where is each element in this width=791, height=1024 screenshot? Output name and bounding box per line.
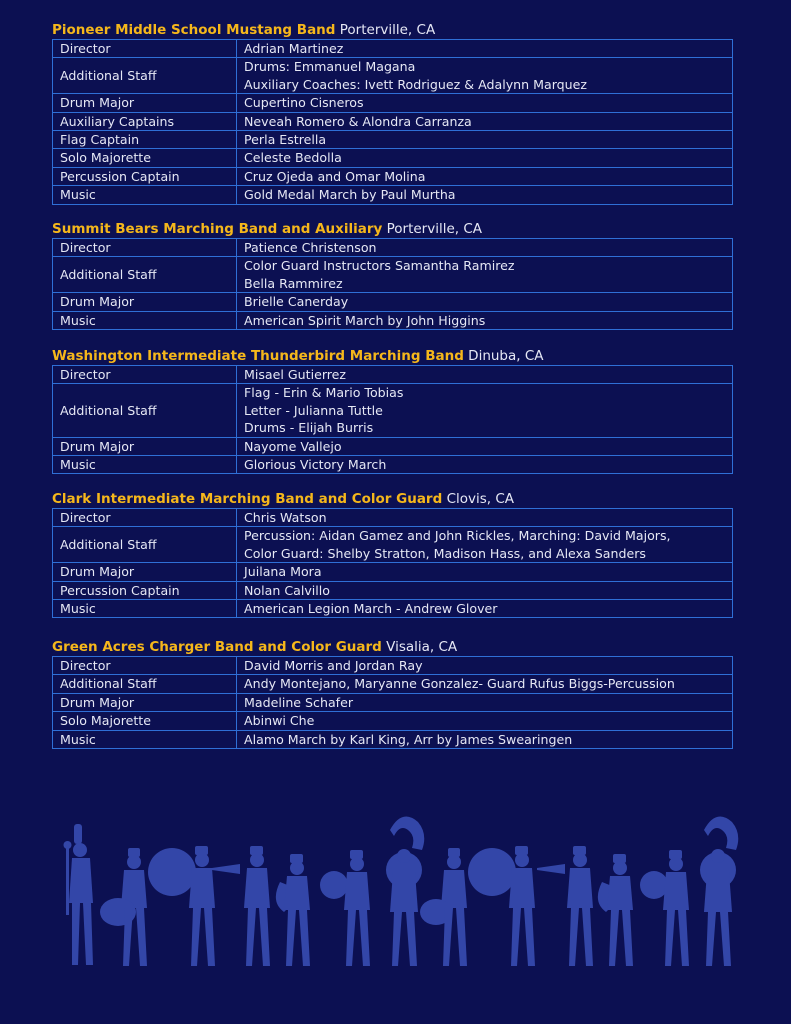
- band-name: Summit Bears Marching Band and Auxiliary: [52, 221, 383, 237]
- role-cell: Additional Staff: [53, 257, 237, 293]
- band-roster-table: [52, 508, 733, 618]
- value-cell: [237, 657, 733, 675]
- band-section: [52, 348, 733, 474]
- band-city: Visalia, CA: [386, 639, 458, 655]
- table-row: [53, 58, 733, 94]
- role-cell: Music: [53, 311, 237, 329]
- value-line: Color Guard Instructors Samantha Ramirez: [244, 258, 515, 274]
- role-cell: Director: [53, 366, 237, 384]
- value-cell: [237, 131, 733, 149]
- value-cell: [237, 384, 733, 437]
- value-cell: [237, 239, 733, 257]
- band-name: Clark Intermediate Marching Band and Color Guard: [52, 491, 443, 507]
- role-cell: Flag Captain: [53, 131, 237, 149]
- role-cell: Drum Major: [53, 94, 237, 112]
- band-city: Dinuba, CA: [468, 348, 544, 364]
- value-cell: [237, 40, 733, 58]
- value-line: Flag - Erin & Mario Tobias: [244, 385, 404, 401]
- value-line: Cruz Ojeda and Omar Molina: [244, 168, 426, 184]
- role-cell: Drum Major: [53, 563, 237, 581]
- value-cell: [237, 293, 733, 311]
- value-line: Abinwi Che: [244, 713, 315, 729]
- table-row: [53, 730, 733, 748]
- value-cell: [237, 581, 733, 599]
- table-row: [53, 167, 733, 185]
- band-roster-table: [52, 39, 733, 205]
- role-cell: Music: [53, 455, 237, 473]
- value-line: Celeste Bedolla: [244, 150, 342, 166]
- value-line: Bella Rammirez: [244, 275, 343, 291]
- value-cell: [237, 257, 733, 293]
- value-cell: [237, 94, 733, 112]
- band-section: [52, 639, 733, 749]
- band-city: Clovis, CA: [446, 491, 515, 507]
- value-line: Juilana Mora: [244, 564, 322, 580]
- value-line: David Morris and Jordan Ray: [244, 658, 423, 673]
- value-line: Letter - Julianna Tuttle: [244, 402, 383, 418]
- value-cell: [237, 58, 733, 94]
- band-heading: [52, 221, 733, 238]
- role-cell: Additional Staff: [53, 384, 237, 437]
- role-cell: Additional Staff: [53, 527, 237, 563]
- band-section: [52, 491, 733, 618]
- value-line: Adrian Martinez: [244, 41, 344, 56]
- table-row: [53, 455, 733, 473]
- band-name: Pioneer Middle School Mustang Band: [52, 22, 336, 38]
- table-row: [53, 239, 733, 257]
- table-row: [53, 366, 733, 384]
- value-line: Chris Watson: [244, 510, 327, 525]
- role-cell: Music: [53, 600, 237, 618]
- value-line: Perla Estrella: [244, 132, 327, 147]
- table-row: [53, 563, 733, 581]
- band-section: [52, 221, 733, 330]
- table-row: [53, 186, 733, 204]
- role-cell: Music: [53, 730, 237, 748]
- value-cell: [237, 600, 733, 618]
- value-cell: [237, 712, 733, 730]
- table-row: [53, 675, 733, 693]
- value-cell: [237, 112, 733, 130]
- value-line: Drums: Emmanuel Magana: [244, 59, 416, 75]
- band-roster-table: [52, 365, 733, 474]
- role-cell: Solo Majorette: [53, 712, 237, 730]
- role-cell: Percussion Captain: [53, 581, 237, 599]
- value-line: Glorious Victory March: [244, 456, 387, 472]
- role-cell: Auxiliary Captains: [53, 112, 237, 130]
- table-row: [53, 693, 733, 711]
- table-row: [53, 657, 733, 675]
- band-heading: [52, 639, 733, 656]
- role-cell: Additional Staff: [53, 675, 237, 693]
- value-line: Andy Montejano, Maryanne Gonzalez- Guard Rufus Biggs-Percussion: [244, 676, 675, 692]
- table-row: [53, 581, 733, 599]
- table-row: [53, 94, 733, 112]
- table-row: [53, 311, 733, 329]
- value-line: Patience Christenson: [244, 240, 377, 255]
- value-line: Color Guard: Shelby Stratton, Madison Hass, and Alexa Sanders: [244, 545, 646, 561]
- value-cell: [237, 675, 733, 693]
- value-cell: [237, 366, 733, 384]
- role-cell: Drum Major: [53, 293, 237, 311]
- band-heading: [52, 348, 733, 365]
- band-name: Washington Intermediate Thunderbird Marching Band: [52, 348, 464, 364]
- value-line: Madeline Schafer: [244, 694, 354, 710]
- value-cell: [237, 437, 733, 455]
- value-line: Alamo March by Karl King, Arr by James Swearingen: [244, 731, 573, 747]
- value-line: Percussion: Aidan Gamez and John Rickles, Marching: David Majors,: [244, 528, 671, 544]
- band-roster-table: [52, 238, 733, 330]
- value-line: American Spirit March by John Higgins: [244, 312, 486, 328]
- value-line: Auxiliary Coaches: Ivett Rodriguez & Adalynn Marquez: [244, 76, 587, 92]
- band-city: Porterville, CA: [386, 221, 483, 237]
- role-cell: Additional Staff: [53, 58, 237, 94]
- table-row: [53, 112, 733, 130]
- role-cell: Director: [53, 657, 237, 675]
- value-line: Drums - Elijah Burris: [244, 420, 374, 436]
- value-cell: [237, 563, 733, 581]
- role-cell: Director: [53, 40, 237, 58]
- value-line: Cupertino Cisneros: [244, 95, 364, 111]
- role-cell: Music: [53, 186, 237, 204]
- value-cell: [237, 730, 733, 748]
- role-cell: Director: [53, 239, 237, 257]
- value-cell: [237, 509, 733, 527]
- table-row: [53, 149, 733, 167]
- value-line: Neveah Romero & Alondra Carranza: [244, 113, 472, 129]
- table-row: [53, 131, 733, 149]
- role-cell: Percussion Captain: [53, 167, 237, 185]
- band-roster-table: [52, 656, 733, 749]
- role-cell: Drum Major: [53, 693, 237, 711]
- table-row: [53, 384, 733, 437]
- table-row: [53, 437, 733, 455]
- value-line: Misael Gutierrez: [244, 367, 347, 382]
- marching-band-silhouette-icon: [52, 810, 742, 970]
- value-cell: [237, 149, 733, 167]
- band-section: [52, 22, 733, 205]
- table-row: [53, 509, 733, 527]
- value-cell: [237, 527, 733, 563]
- band-heading: [52, 491, 733, 508]
- value-line: Brielle Canerday: [244, 294, 349, 310]
- value-line: Nolan Calvillo: [244, 582, 330, 598]
- band-name: Green Acres Charger Band and Color Guard: [52, 639, 382, 655]
- value-cell: [237, 311, 733, 329]
- role-cell: Solo Majorette: [53, 149, 237, 167]
- role-cell: Drum Major: [53, 437, 237, 455]
- value-cell: [237, 186, 733, 204]
- band-heading: [52, 22, 733, 39]
- value-line: Gold Medal March by Paul Murtha: [244, 187, 456, 203]
- table-row: [53, 293, 733, 311]
- value-line: Nayome Vallejo: [244, 438, 342, 454]
- value-cell: [237, 167, 733, 185]
- value-cell: [237, 455, 733, 473]
- table-row: [53, 40, 733, 58]
- table-row: [53, 527, 733, 563]
- table-row: [53, 600, 733, 618]
- value-line: American Legion March - Andrew Glover: [244, 601, 498, 616]
- band-city: Porterville, CA: [339, 22, 436, 38]
- value-cell: [237, 693, 733, 711]
- table-row: [53, 257, 733, 293]
- role-cell: Director: [53, 509, 237, 527]
- table-row: [53, 712, 733, 730]
